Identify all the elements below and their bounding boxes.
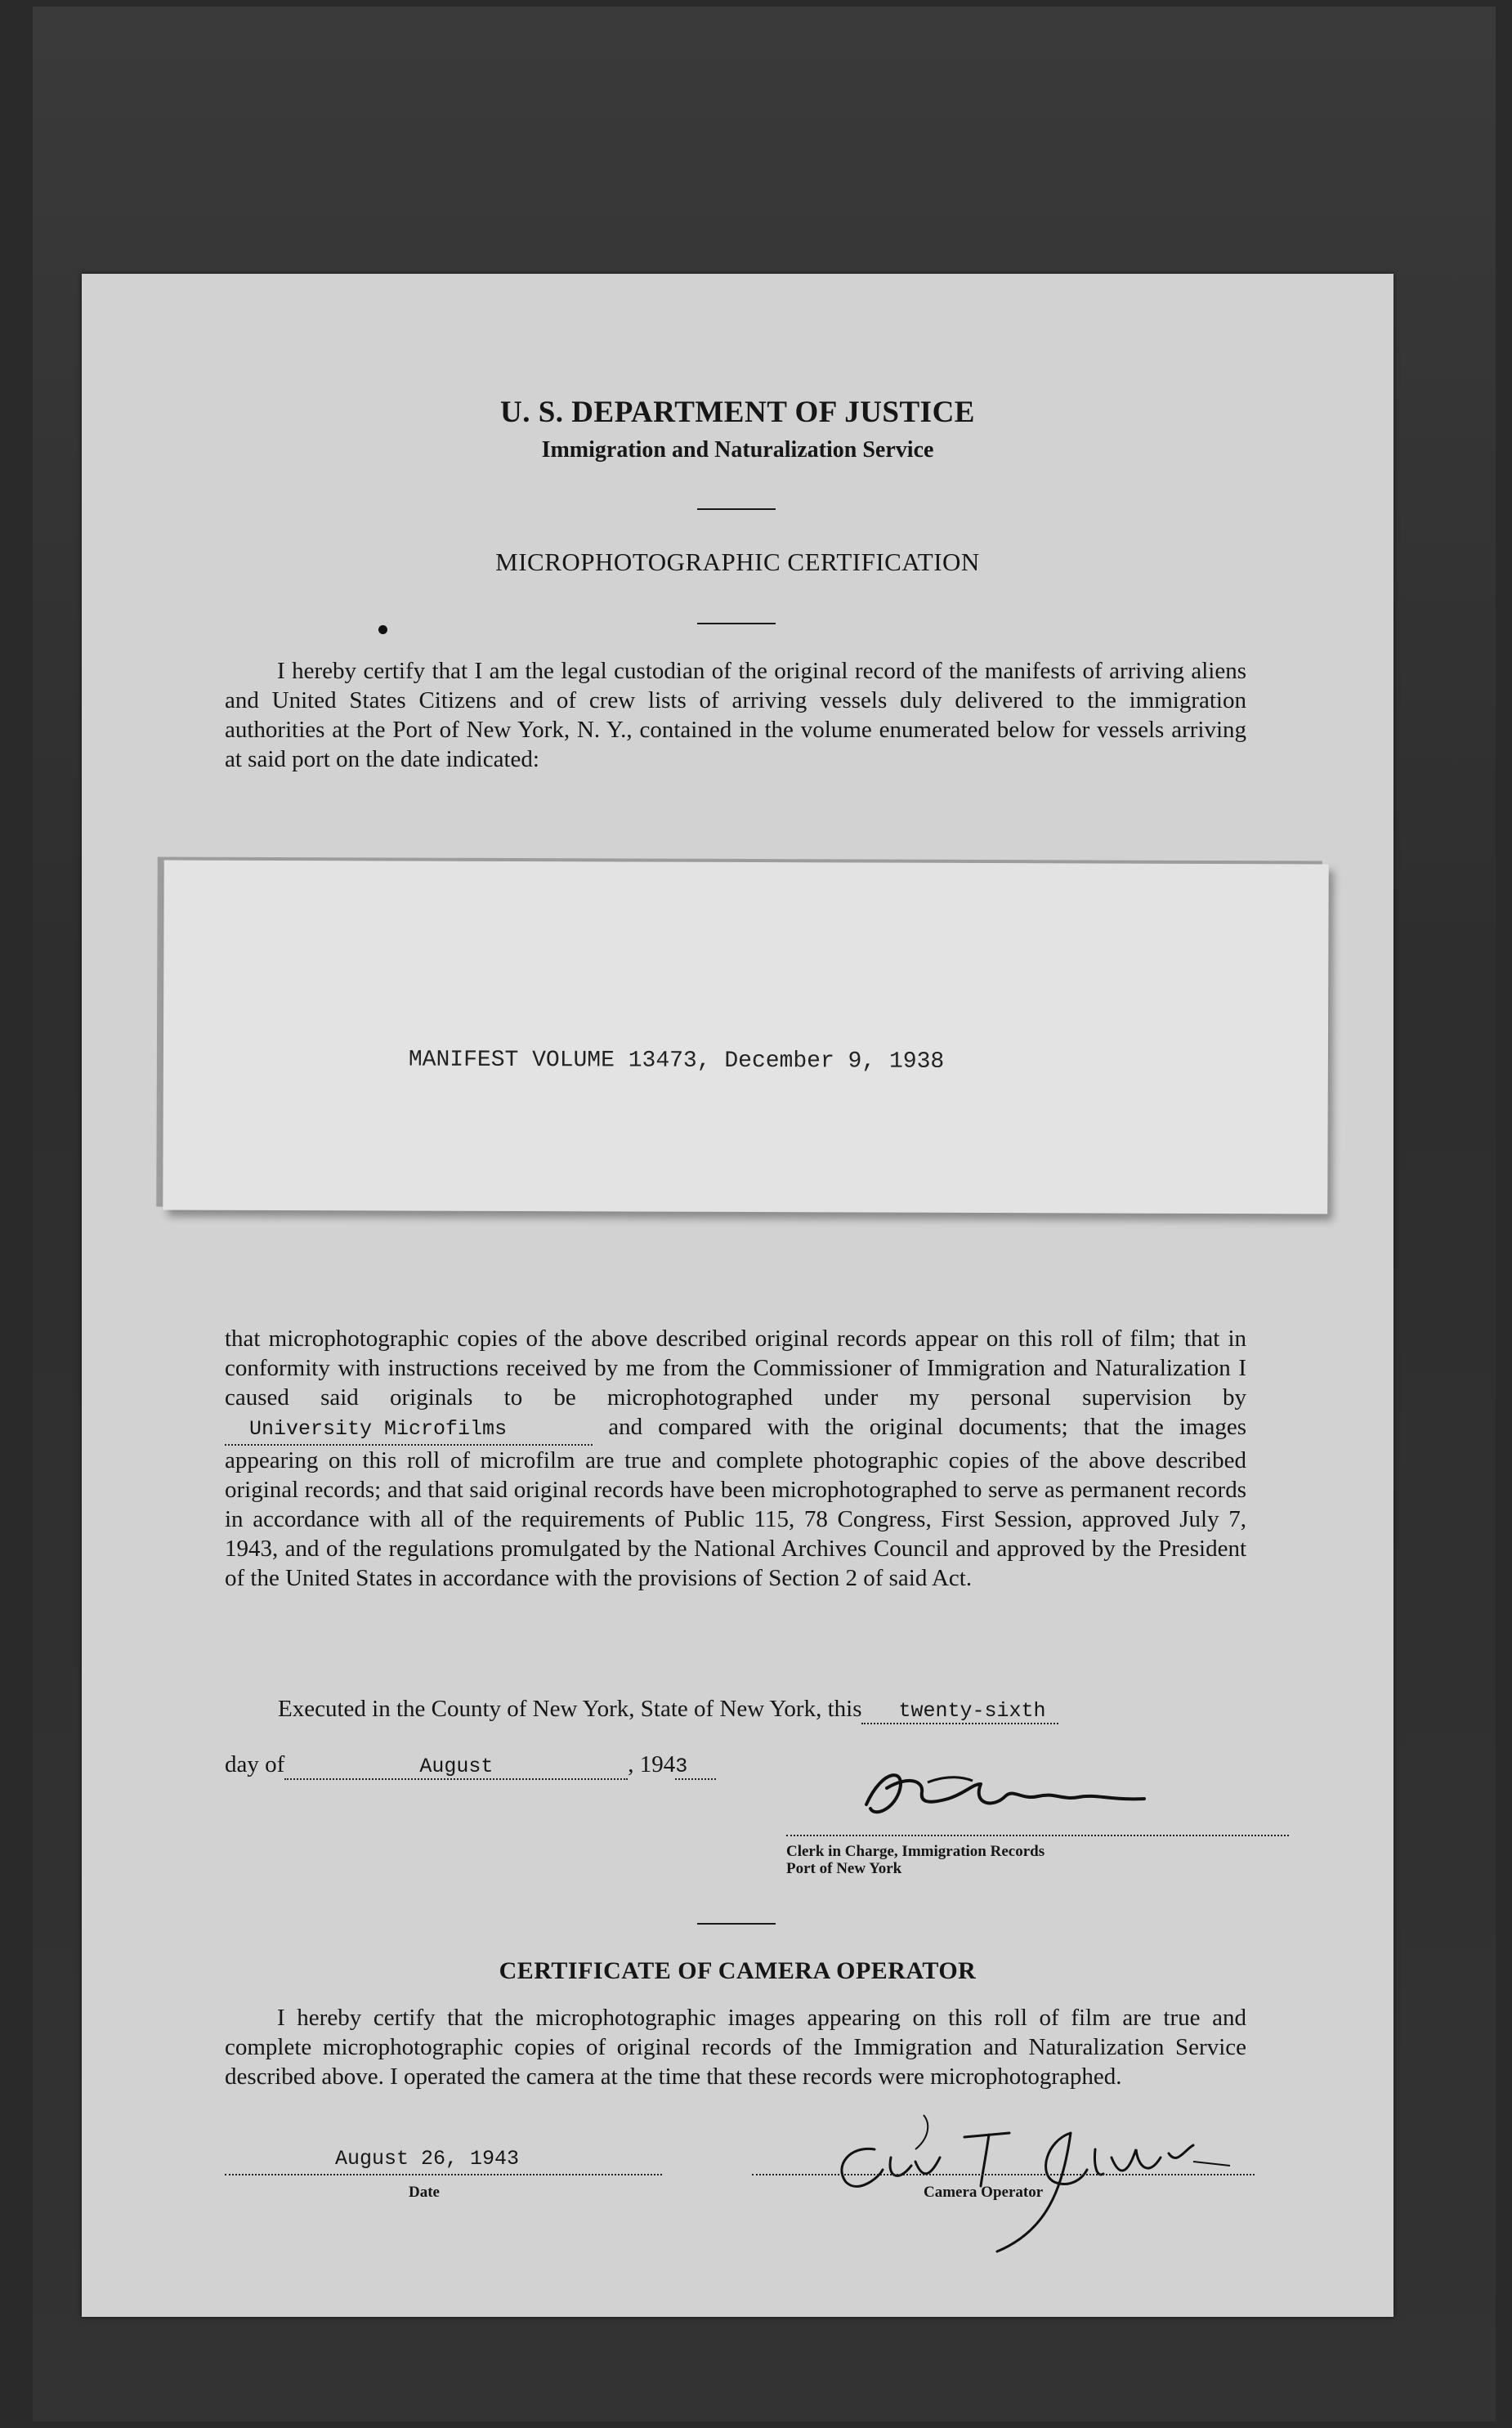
date-value: August 26, 1943 [335, 2147, 520, 2171]
divider [697, 623, 776, 624]
camera-certificate-heading: CERTIFICATE OF CAMERA OPERATOR [499, 1957, 977, 1984]
ink-dot [378, 625, 387, 634]
clerk-title: Clerk in Charge, Immigration Records [786, 1843, 1045, 1860]
month-field [284, 1755, 628, 1780]
date-label: Date [409, 2184, 440, 2201]
year-prefix: 194 [639, 1751, 676, 1777]
divider [697, 508, 776, 510]
volume-insert-slip [163, 861, 1328, 1214]
execution-day-value: twenty-sixth [898, 1699, 1046, 1723]
supervisor-field [225, 1415, 593, 1446]
clerk-location: Port of New York [786, 1860, 902, 1877]
camera-paragraph: I hereby certify that the microphotographic images appearing on this roll of film are true and complete microphotographic copies of original records of the Immigration and Naturalization Service described above. I operated the camera at the time that these records were microphotographed. [225, 2005, 1246, 2090]
intro-paragraph: I hereby certify that I am the legal custodian of the original record of the manifests of arriving aliens and United States Citizens and of crew lists of arriving vessels duly delivered to the immigration authorities at the Port of New York, N. Y., contained in the volume enumerated below for vessels arriving at said port on the date indicated: [225, 658, 1246, 772]
body-paragraph [225, 1324, 1246, 1593]
certification-document [82, 274, 1393, 2317]
service-subheading: Immigration and Naturalization Service [541, 437, 934, 463]
execution-day-field [861, 1699, 1058, 1724]
camera-operator-label: Camera Operator [924, 2184, 1044, 2201]
supervisor-value: University Microfilms [249, 1417, 508, 1441]
clerk-signature [850, 1760, 1177, 1841]
month-line: day of August , 1943 [225, 1751, 716, 1780]
department-heading: U. S. DEPARTMENT OF JUSTICE [500, 396, 975, 429]
clerk-caption [786, 1843, 1045, 1877]
operator-signature-line [752, 2174, 1255, 2175]
body-text-part1: that microphotographic copies of the above described original records appear on this roll of film; that in conformity with instructions received by me from the Commissioner of Immigration and Naturalization I caused said originals to be microphotographed under my personal supervision by [225, 1326, 1246, 1411]
year-digit: 3 [675, 1755, 688, 1778]
execution-prefix: Executed in the County of New York, State of New York, this [278, 1696, 862, 1722]
month-value: August [419, 1755, 494, 1778]
execution-line [278, 1696, 1058, 1724]
divider [697, 1923, 776, 1925]
year-field [675, 1755, 716, 1780]
manifest-volume-text: MANIFEST VOLUME 13473, December 9, 1938 [408, 1047, 945, 1075]
clerk-signature-line [786, 1835, 1289, 1836]
certification-title: MICROPHOTOGRAPHIC CERTIFICATION [495, 548, 980, 576]
date-line [225, 2174, 662, 2175]
day-of-label: day of [225, 1751, 285, 1777]
body-text-part2: and compared with the original documents; that the images appearing on this roll of microfilm are true and complete photographic copies of the above described original records; and that said original records have been microphotographed to serve as permanent records in accordance with all of the requirements of Public 115, 78 Congress, First Session, approved July 7, 1943, and of the regulations promulgated by the National Archives Council and approved by the President of the United States in accordance with the provisions of Section 2 of said Act. [225, 1414, 1247, 1591]
camera-operator-signature [801, 2100, 1259, 2264]
